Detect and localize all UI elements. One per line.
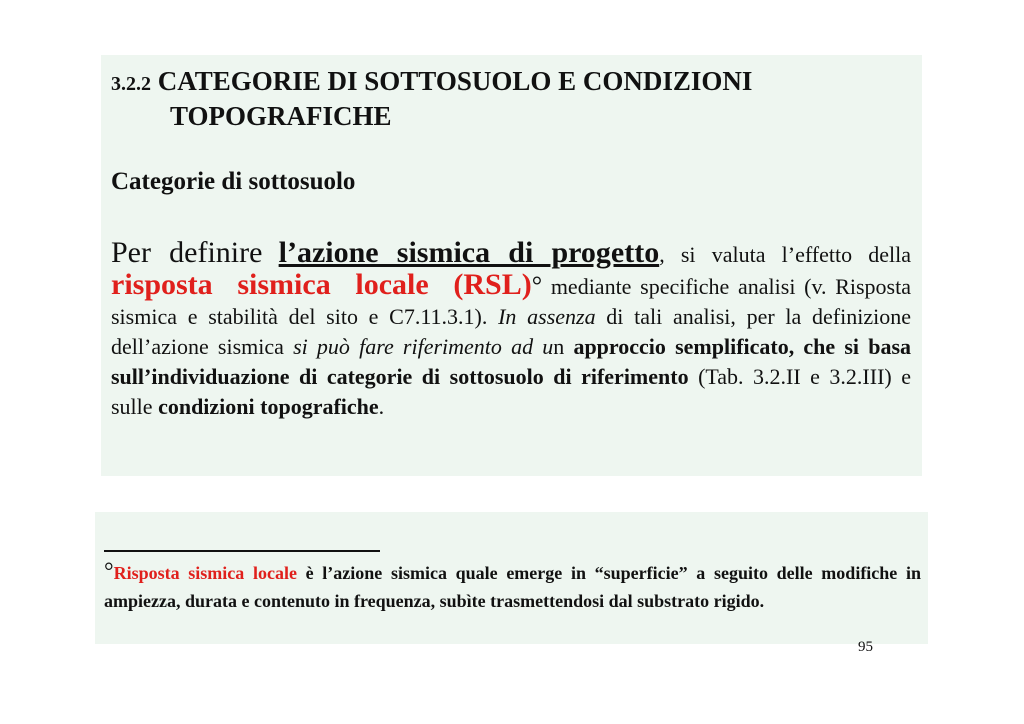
text-in-assenza: In assenza [498, 304, 596, 329]
text-intro: Per definire [111, 236, 263, 269]
text-effetto: , si valuta l’effetto della [659, 242, 911, 267]
subsection-heading: Categorie di sottosuolo [111, 168, 356, 195]
section-title-line1: CATEGORIE DI SOTTOSUOLO E CONDIZIONI [157, 66, 753, 96]
section-heading [111, 65, 901, 132]
text-approccio: approccio semplificato, che si basa sull’individuazione di categorie di sottosuolo di riferimento [111, 334, 912, 389]
footnote-term: Risposta sismica locale [113, 563, 297, 583]
text-rsl: risposta sismica locale (RSL) [111, 268, 532, 301]
text-n: n [553, 334, 574, 359]
footnote-divider [104, 550, 380, 552]
text-period: . [378, 394, 385, 419]
body-paragraph [111, 238, 911, 422]
text-condizioni: condizioni topografiche [158, 394, 379, 419]
text-azione-sismica: l’azione sismica di progetto [278, 236, 660, 269]
section-title-line2: TOPOGRAFICHE [170, 101, 392, 131]
content-box [101, 55, 922, 476]
text-definizione: di tali analisi, per la definizione dell’azione sismica [111, 304, 911, 359]
footnote-box [95, 512, 928, 644]
footnote-text [104, 558, 921, 615]
text-tab: (Tab. 3.2.II e 3.2.III) e sulle [111, 364, 911, 419]
text-mediante: mediante specifiche analisi (v. Risposta sismica e stabilità del sito e C7.11.3.1). [111, 274, 911, 329]
text-riferimento: si può fare riferimento ad u [293, 334, 554, 359]
footnote-definition: è l’azione sismica quale emerge in “superficie” a seguito delle modifiche in ampiezza, durata e contenuto in frequenza, subìte trasmettendosi dal substrato rigido. [104, 563, 921, 611]
section-number: 3.2.2 [111, 73, 151, 95]
footnote-marker: ° [531, 271, 543, 300]
footnote-symbol: ° [104, 559, 114, 585]
page-number: 95 [858, 639, 873, 655]
